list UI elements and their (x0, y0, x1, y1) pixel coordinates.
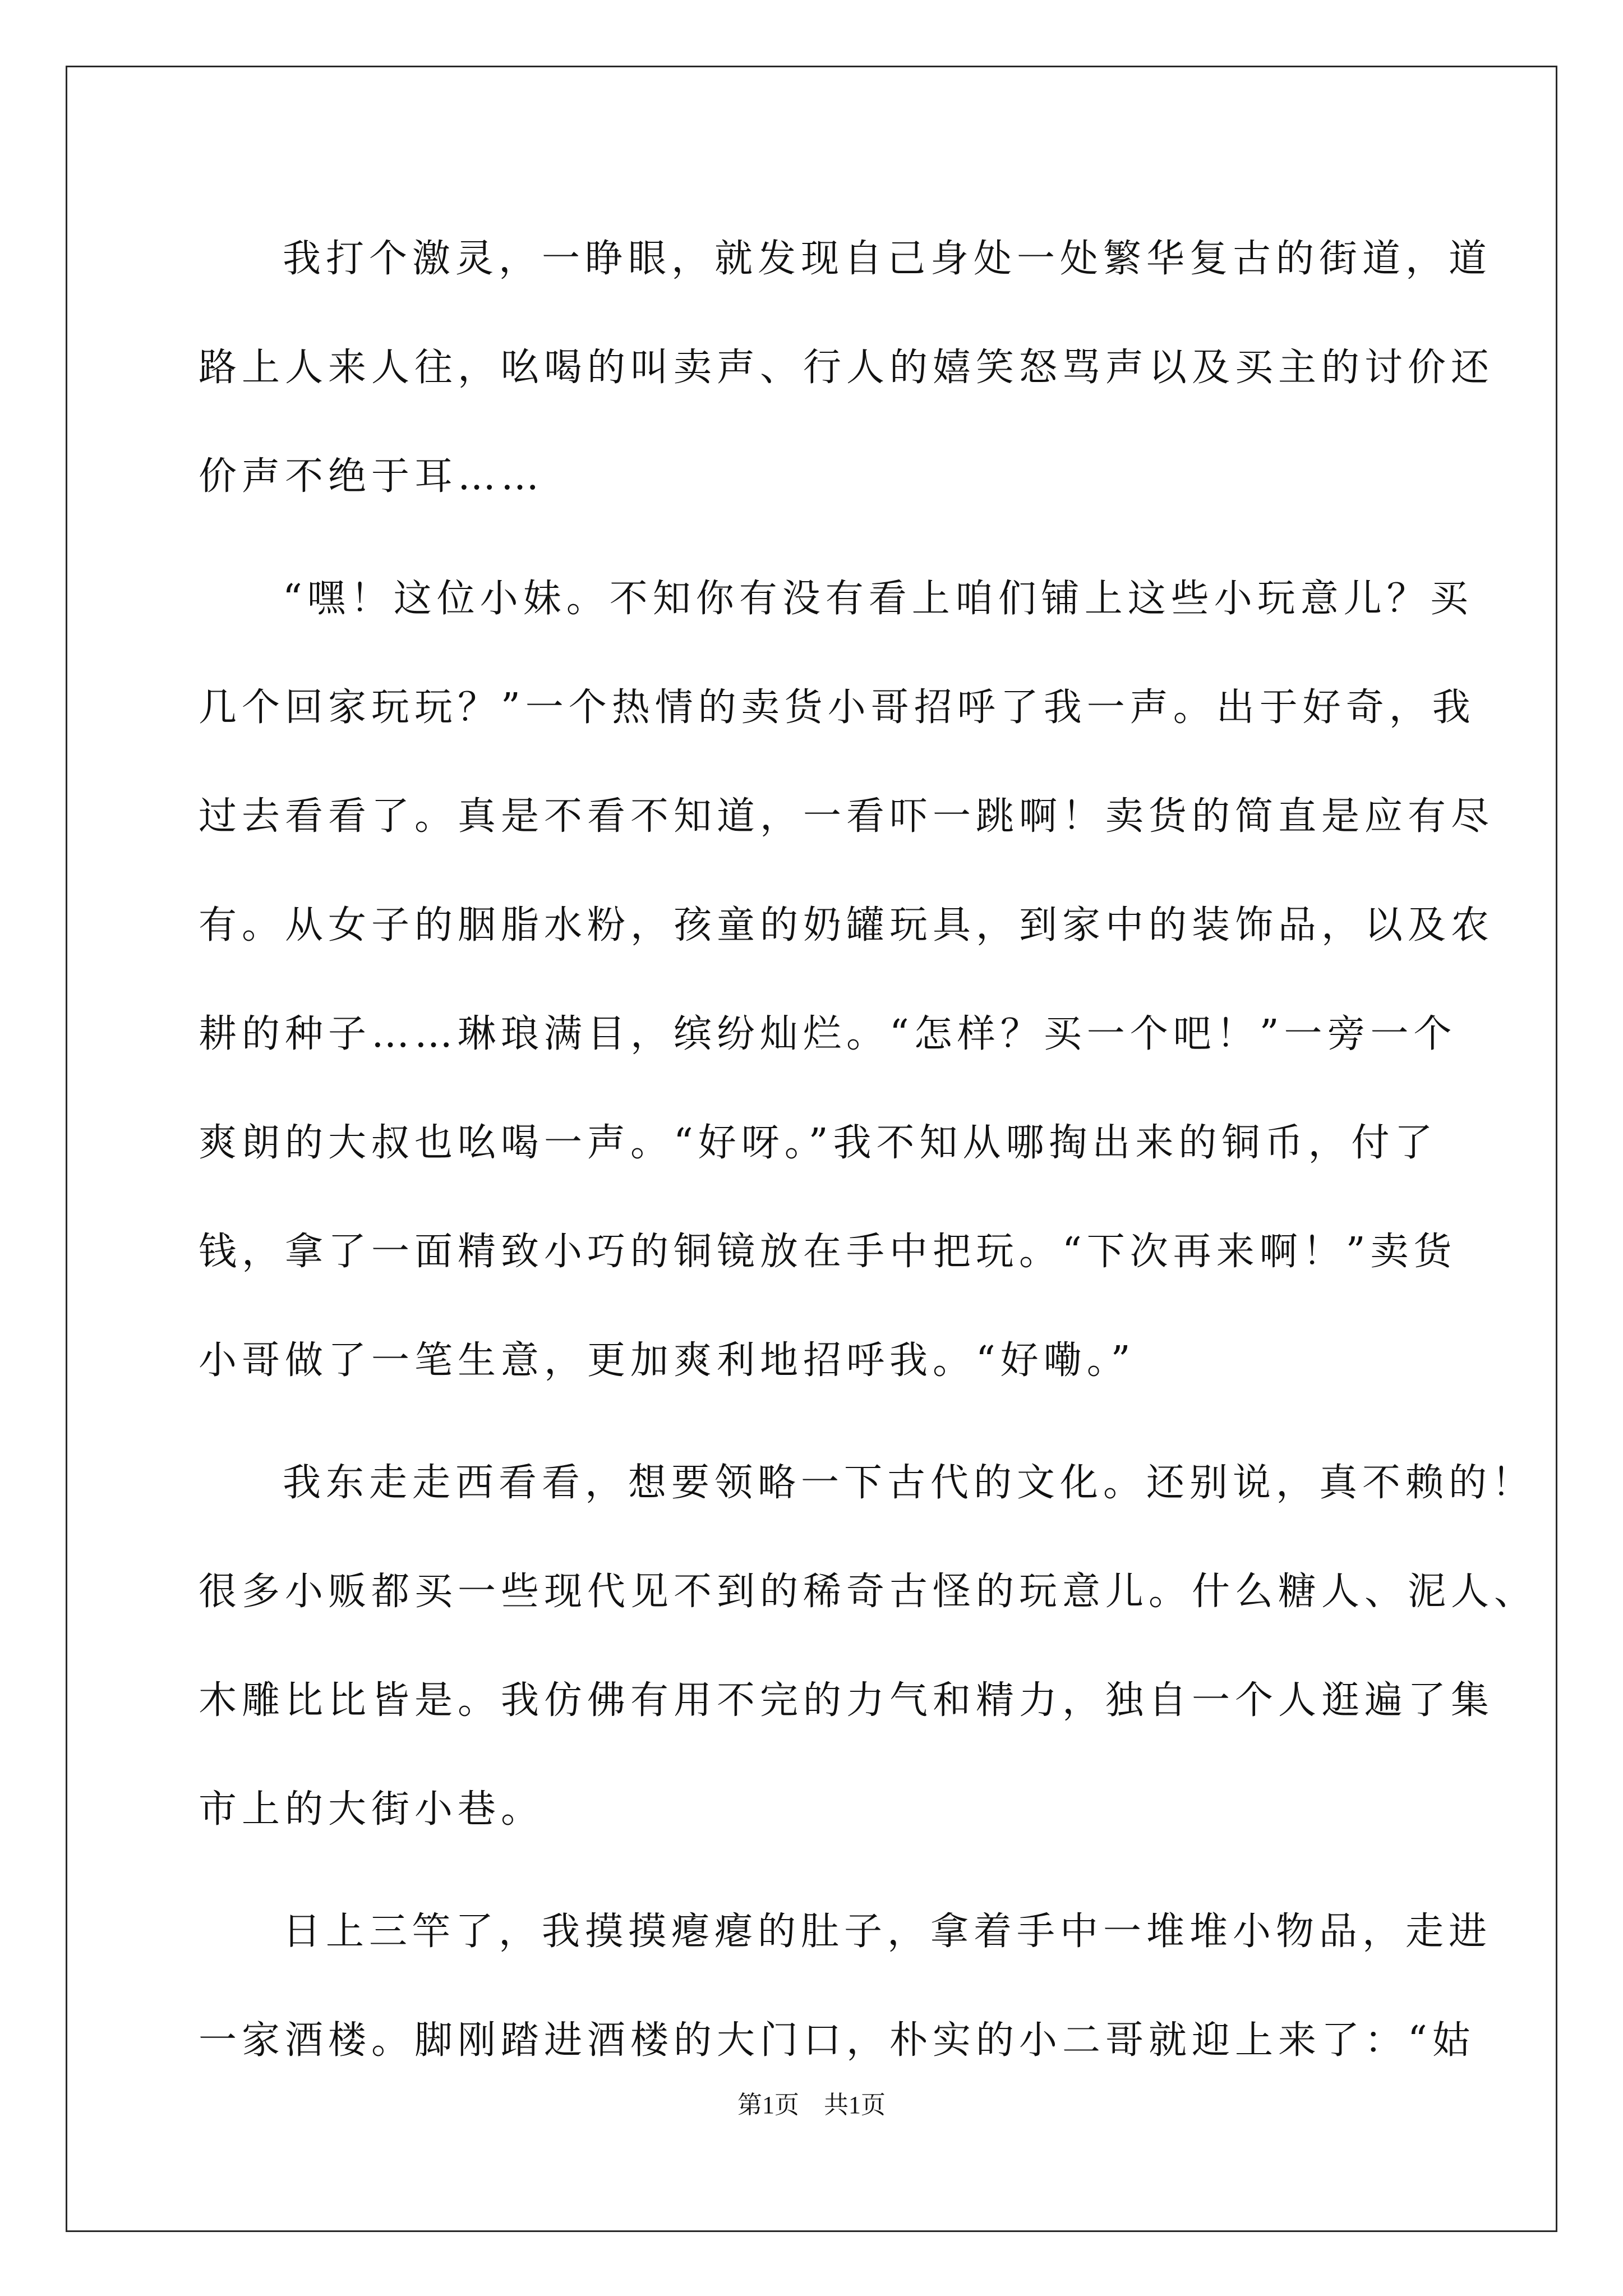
text-line: 有。从女子的胭脂水粉，孩童的奶罐玩具，到家中的装饰品，以及农 (199, 903, 1495, 947)
paragraph-3 (199, 1429, 1538, 1864)
text-line: 爽朗的大叔也吆喝一声。“好呀。”我不知从哪掏出来的铜币，付了 (199, 1121, 1438, 1165)
paragraph-4 (199, 1878, 1492, 2095)
text-line: 一家酒楼。脚刚踏进酒楼的大门口，朴实的小二哥就迎上来了：“姑 (199, 2018, 1476, 2063)
text-line: “嘿！这位小妹。不知你有没有看上咱们铺上这些小玩意儿？买 (283, 577, 1473, 621)
paragraph-2 (199, 545, 1495, 1415)
text-line: 过去看看了。真是不看不知道，一看吓一跳啊！卖货的简直是应有尽 (199, 794, 1495, 839)
text-line: 钱，拿了一面精致小巧的铜镜放在手中把玩。“下次再来啊！”卖货 (199, 1230, 1457, 1274)
document-body (199, 205, 1538, 2095)
text-line: 很多小贩都买一些现代见不到的稀奇古怪的玩意儿。什么糖人、泥人、 (199, 1570, 1538, 1614)
text-line: 市上的大街小巷。 (199, 1787, 545, 1832)
text-line: 耕的种子……琳琅满目，缤纷灿烂。“怎样？买一个吧！”一旁一个 (199, 1012, 1457, 1056)
text-line: 我东走走西看看，想要领略一下古代的文化。还别说，真不赖的！ (283, 1461, 1536, 1505)
page-footer (0, 2085, 1623, 2120)
text-line: 日上三竿了，我摸摸瘪瘪的肚子，拿着手中一堆堆小物品，走进 (283, 1910, 1492, 1954)
paragraph-1 (199, 205, 1495, 531)
text-line: 路上人来人往，吆喝的叫卖声、行人的嬉笑怒骂声以及买主的讨价还 (199, 346, 1495, 390)
text-line: 小哥做了一笔生意，更加爽利地招呼我。“好嘞。” (199, 1338, 1136, 1383)
text-line: 价声不绝于耳…… (199, 454, 545, 499)
text-line: 木雕比比皆是。我仿佛有用不完的力气和精力，独自一个人逛遍了集 (199, 1678, 1495, 1723)
text-line: 几个回家玩玩？”一个热情的卖货小哥招呼了我一声。出于好奇，我 (199, 685, 1476, 730)
page-number-label: 第1页 共1页 (737, 2091, 886, 2119)
text-line: 我打个激灵，一睁眼，就发现自己身处一处繁华复古的街道，道 (283, 237, 1492, 281)
